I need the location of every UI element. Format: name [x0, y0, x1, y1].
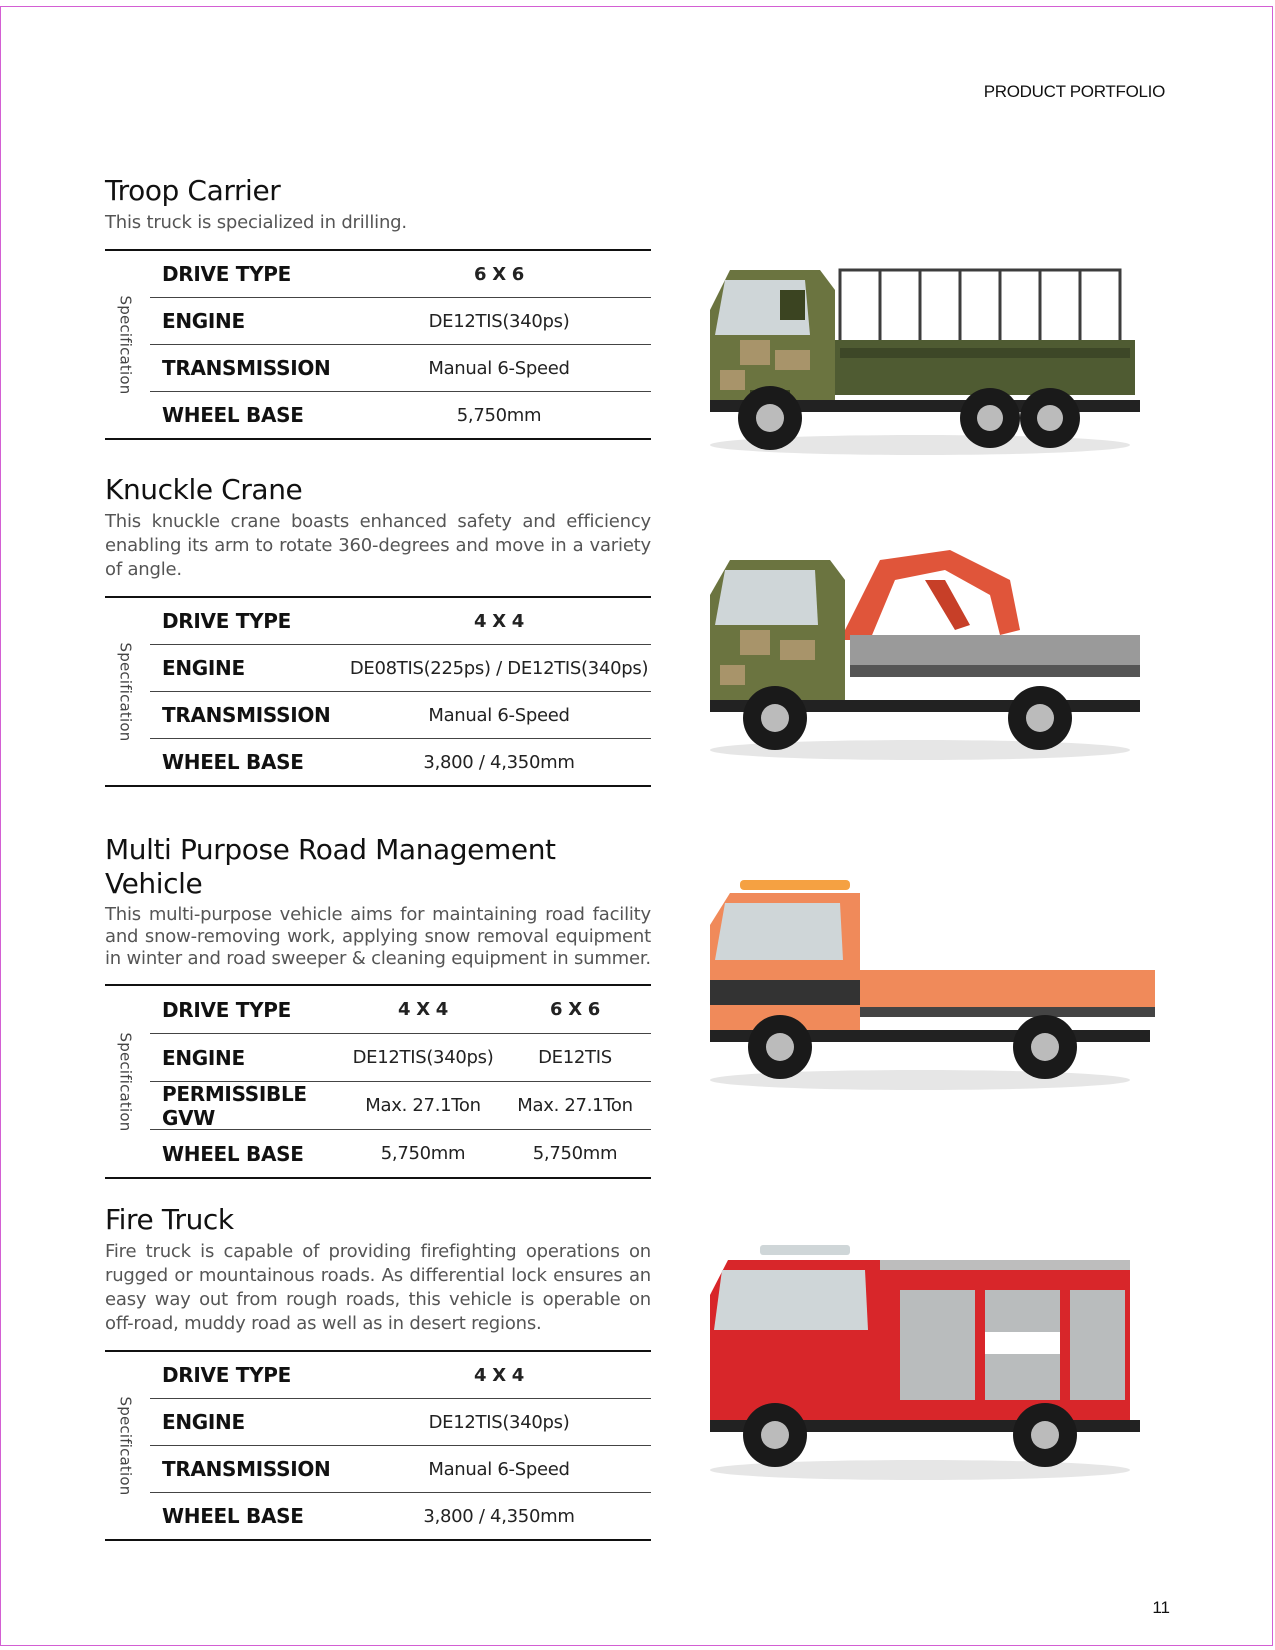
- spec-row-value: 3,800 / 4,350mm: [423, 751, 575, 773]
- fire-truck-image: [700, 1240, 1150, 1485]
- spec-row-label: DRIVE TYPE: [162, 997, 291, 1022]
- spec-row-value: 4 X 4: [474, 1364, 524, 1386]
- spec-table: [105, 249, 651, 440]
- spec-row-engine: [150, 297, 651, 344]
- section-description: This truck is specialized in drilling.: [105, 212, 407, 233]
- troop-carrier-truck-image: [700, 250, 1150, 460]
- spec-row-engine: [150, 644, 651, 691]
- spec-row-value: 4 X 4: [398, 999, 448, 1020]
- spec-row-value: 5,750mm: [532, 1143, 618, 1164]
- spec-row-value: Max. 27.1Ton: [365, 1095, 481, 1116]
- spec-row-wheel-base: [150, 1492, 651, 1539]
- spec-row-drive-type: [150, 598, 651, 644]
- road-management-truck-image: [700, 875, 1160, 1095]
- section-fire-truck: [105, 1203, 651, 1541]
- spec-row-label: DRIVE TYPE: [162, 262, 291, 286]
- section-title: Multi Purpose Road Management Vehicle: [105, 833, 556, 900]
- section-troop-carrier: [105, 174, 651, 440]
- spec-row-label: ENGINE: [162, 1410, 245, 1434]
- spec-row-permissible-gvw: [150, 1081, 651, 1129]
- spec-row-value: Manual 6-Speed: [428, 357, 570, 379]
- spec-row-value: Max. 27.1Ton: [517, 1095, 633, 1116]
- spec-row-label: ENGINE: [162, 309, 245, 333]
- page-number: 11: [1152, 1598, 1170, 1617]
- spec-row-label: PERMISSIBLE GVW: [162, 1081, 307, 1130]
- spec-row-engine: [150, 1398, 651, 1445]
- section-multi-purpose-vehicle: [105, 833, 651, 1179]
- spec-row-transmission: [150, 1445, 651, 1492]
- section-knuckle-crane: [105, 473, 651, 787]
- spec-row-value: 4 X 4: [474, 610, 524, 632]
- spec-row-value: 3,800 / 4,350mm: [423, 1505, 575, 1527]
- spec-row-label: WHEEL BASE: [162, 403, 304, 427]
- spec-row-label: TRANSMISSION: [162, 703, 331, 727]
- header-label: PRODUCT PORTFOLIO: [983, 82, 1165, 101]
- spec-table: [105, 1350, 651, 1541]
- knuckle-crane-truck-image: [700, 540, 1150, 765]
- spec-row-wheel-base: [150, 738, 651, 785]
- section-description: This knuckle crane boasts enhanced safety and efficiency enabling its arm to rotate 360-degrees and move in a variety of angle.: [105, 511, 651, 580]
- spec-row-label: TRANSMISSION: [162, 1457, 331, 1481]
- spec-row-value: Manual 6-Speed: [428, 1458, 570, 1480]
- spec-row-label: ENGINE: [162, 1045, 245, 1070]
- spec-row-value: DE08TIS(225ps) / DE12TIS(340ps): [349, 657, 649, 679]
- spec-row-label: DRIVE TYPE: [162, 1363, 291, 1387]
- spec-row-drive-type: [150, 251, 651, 297]
- spec-row-label: WHEEL BASE: [162, 1504, 304, 1528]
- spec-row-value: 6 X 6: [474, 263, 524, 285]
- spec-row-transmission: [150, 344, 651, 391]
- section-description: Fire truck is capable of providing firefighting operations on rugged or mountainous roads. As differential lock ensures an easy way out from rough roads, this vehicle is operable on off-road, muddy road as well as in desert regions.: [105, 1241, 651, 1334]
- section-title: Troop Carrier: [105, 174, 281, 207]
- spec-table: [105, 596, 651, 787]
- spec-row-value: Manual 6-Speed: [428, 704, 570, 726]
- spec-row-value: 5,750mm: [380, 1143, 466, 1164]
- spec-row-label: ENGINE: [162, 656, 245, 680]
- spec-row-transmission: [150, 691, 651, 738]
- spec-row-value: DE12TIS: [538, 1047, 612, 1068]
- spec-row-engine: [150, 1033, 651, 1081]
- spec-label: Specification: [116, 295, 134, 394]
- spec-row-value: 5,750mm: [456, 404, 542, 426]
- spec-row-wheel-base: [150, 391, 651, 438]
- spec-row-value: DE12TIS(340ps): [428, 1411, 570, 1433]
- spec-row-value: DE12TIS(340ps): [428, 310, 570, 332]
- spec-label: Specification: [116, 642, 134, 741]
- spec-row-label: DRIVE TYPE: [162, 609, 291, 633]
- spec-row-value: 6 X 6: [550, 999, 600, 1020]
- spec-row-label: WHEEL BASE: [162, 750, 304, 774]
- spec-row-drive-type: [150, 986, 651, 1033]
- spec-row-value: DE12TIS(340ps): [352, 1047, 494, 1068]
- spec-row-label: WHEEL BASE: [162, 1141, 304, 1166]
- spec-row-drive-type: [150, 1352, 651, 1398]
- section-title: Fire Truck: [105, 1203, 234, 1236]
- spec-label: Specification: [116, 1032, 134, 1131]
- spec-table: [105, 984, 651, 1179]
- spec-row-wheel-base: [150, 1129, 651, 1177]
- spec-label: Specification: [116, 1396, 134, 1495]
- section-title: Knuckle Crane: [105, 473, 303, 506]
- section-description: This multi-purpose vehicle aims for maintaining road facility and snow-removing work, applying snow removal equipment in winter and road sweeper & cleaning equipment in summer.: [105, 904, 651, 969]
- spec-row-label: TRANSMISSION: [162, 356, 331, 380]
